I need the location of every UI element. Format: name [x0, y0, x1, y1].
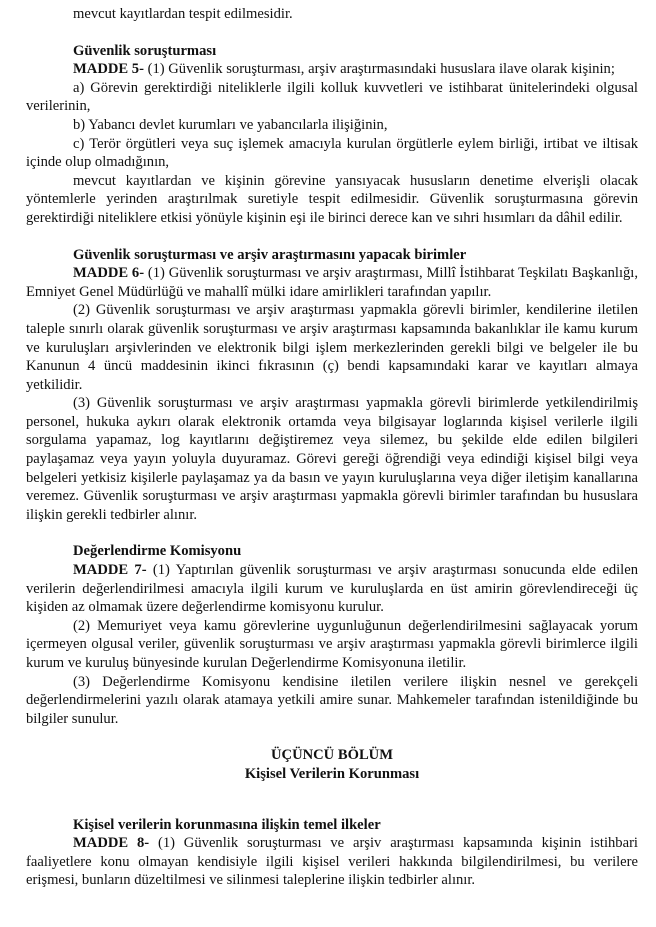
section-8-heading: Kişisel verilerin korunmasına ilişkin temel ilkeler	[73, 816, 381, 833]
madde-5-label: MADDE 5-	[73, 61, 144, 78]
section-5-heading: Güvenlik soruşturması	[73, 42, 217, 59]
madde-8-label: MADDE 8-	[73, 835, 150, 852]
madde-8-p1-text: (1) Güvenlik soruşturması ve arşiv araştırması kapsamında kişinin istihbari faaliyetlere konu olmayan kendisiyle ilgili kişisel verileri hakkında bilgilendirilmesi, bu verilere erişmesi, bunların düzeltilmesi ve silinmesi taleplerine ilişkin tedbirler alınır.	[26, 835, 638, 889]
section-7-heading: Değerlendirme Komisyonu	[73, 543, 242, 560]
section-5-closing: mevcut kayıtlardan ve kişinin görevine yansıyacak hususların denetime elverişli olacak yöntemlerle yerinden araştırılmak suretiyle tespit edilmesidir. Güvenlik soruşturmasına görevin gerektirdiği niteliklere etkisi yönüyle kişinin eşi ile birinci derece kan ve sıhri hısımları da dâhil edilir.	[26, 172, 638, 226]
intro-line: mevcut kayıtlardan tespit edilmesidir.	[73, 6, 293, 22]
section-5-item-a: a) Görevin gerektirdiği niteliklerle ilgili kolluk kuvvetleri ve istihbarat ünitelerindeki olgusal verilerinin,	[26, 79, 638, 115]
section-7-paragraph-3: (3) Değerlendirme Komisyonu kendisine iletilen verilere ilişkin nesnel ve gerekçeli değerlendirmelerini yazılı olarak atamaya yetkili amire sunar. Mahkemeler tarafından istenildiğinde bu bilgiler sunulur.	[26, 673, 638, 727]
section-7-paragraph-1	[26, 561, 638, 617]
section-6-paragraph-1	[26, 264, 638, 301]
madde-6-label: MADDE 6-	[73, 265, 145, 282]
section-7-paragraph-2: (2) Memuriyet veya kamu görevlerine uygunluğunun değerlendirilmesini sağlayacak yorum içermeyen olgusal veriler, güvenlik soruşturması ve arşiv araştırması yapmakla görevli birimlerce ilgili kurum ve kuruluş bünyesinde kurulan Değerlendirme Komisyonuna iletilir.	[26, 617, 638, 671]
section-5-item-b: b) Yabancı devlet kurumları ve yabancılarla ilişiğinin,	[73, 116, 388, 133]
section-6-paragraph-2: (2) Güvenlik soruşturması ve arşiv araştırması yapmakla görevli birimler, kendilerine iletilen taleple sınırlı olarak güvenlik soruşturması ve arşiv araştırması kapsamında bakanlıklar ile kamu kurum ve kuruluşları arşivlerinden ve elektronik bilgi işlem merkezlerinden gerekli bilgi ve belgeler ile bu Kanunun 4 üncü maddesinin ikinci fıkrasının (ç) bendi kapsamındaki karar ve kayıtları almaya yetkilidir.	[26, 302, 638, 393]
section-5-item-c: c) Terör örgütleri veya suç işlemek amacıyla kurulan örgütlerle eylem birliği, irtibat ve iltisak içinde olup olmadığının,	[26, 135, 638, 171]
part-3-title: ÜÇÜNCÜ BÖLÜM	[270, 747, 394, 764]
madde-7-label: MADDE 7-	[73, 562, 147, 579]
section-8-paragraph-1	[26, 834, 638, 890]
document-page	[26, 5, 638, 890]
part-3-subtitle: Kişisel Verilerin Korunması	[244, 765, 420, 782]
madde-5-lead-text: (1) Güvenlik soruşturması, arşiv araştırmasındaki hususlara ilave olarak kişinin;	[143, 61, 615, 78]
madde-6-p1-text: (1) Güvenlik soruşturması ve arşiv araştırması, Millî İstihbarat Teşkilatı Başkanlığı, Emniyet Genel Müdürlüğü ve mahallî mülki idare amirlikleri tarafından yapılır.	[26, 265, 639, 300]
madde-7-p1-text: (1) Yaptırılan güvenlik soruşturması ve arşiv araştırması sonucunda elde edilen verilerin değerlendirilmesi amacıyla ilgili kurum ve kuruluşlarda en üst amirin görevlendireceği üç kişiden az olmamak üzere değerlendirme komisyonu kurulur.	[26, 562, 638, 616]
section-6-heading: Güvenlik soruşturması ve arşiv araştırmasını yapacak birimler	[73, 246, 467, 263]
section-6-paragraph-3: (3) Güvenlik soruşturması ve arşiv araştırması yapmakla görevli birimlerde yetkilendirilmiş personel, hukuka aykırı olarak elektronik ortamda veya bilgisayar loglarında kişisel verilerle ilgili sorgulama yapamaz, log kayıtlarını değiştiremez veya silemez, bu şekilde elde edilen bilgileri paylaşamaz veya yayın yoluyla duyuramaz. Görevi gereği öğrendiği veya edindiği kişisel bilgi veya belgeleri yetkisiz kişilerle paylaşamaz ya da basın ve yayın kuruluşlarına veya diğer iletişim kanallarına veremez. Güvenlik soruşturması ve arşiv araştırması yapmakla görevli birimler tarafından bu hususlara ilişkin gerekli tedbirler alınır.	[26, 395, 638, 523]
section-5-lead	[26, 60, 638, 79]
